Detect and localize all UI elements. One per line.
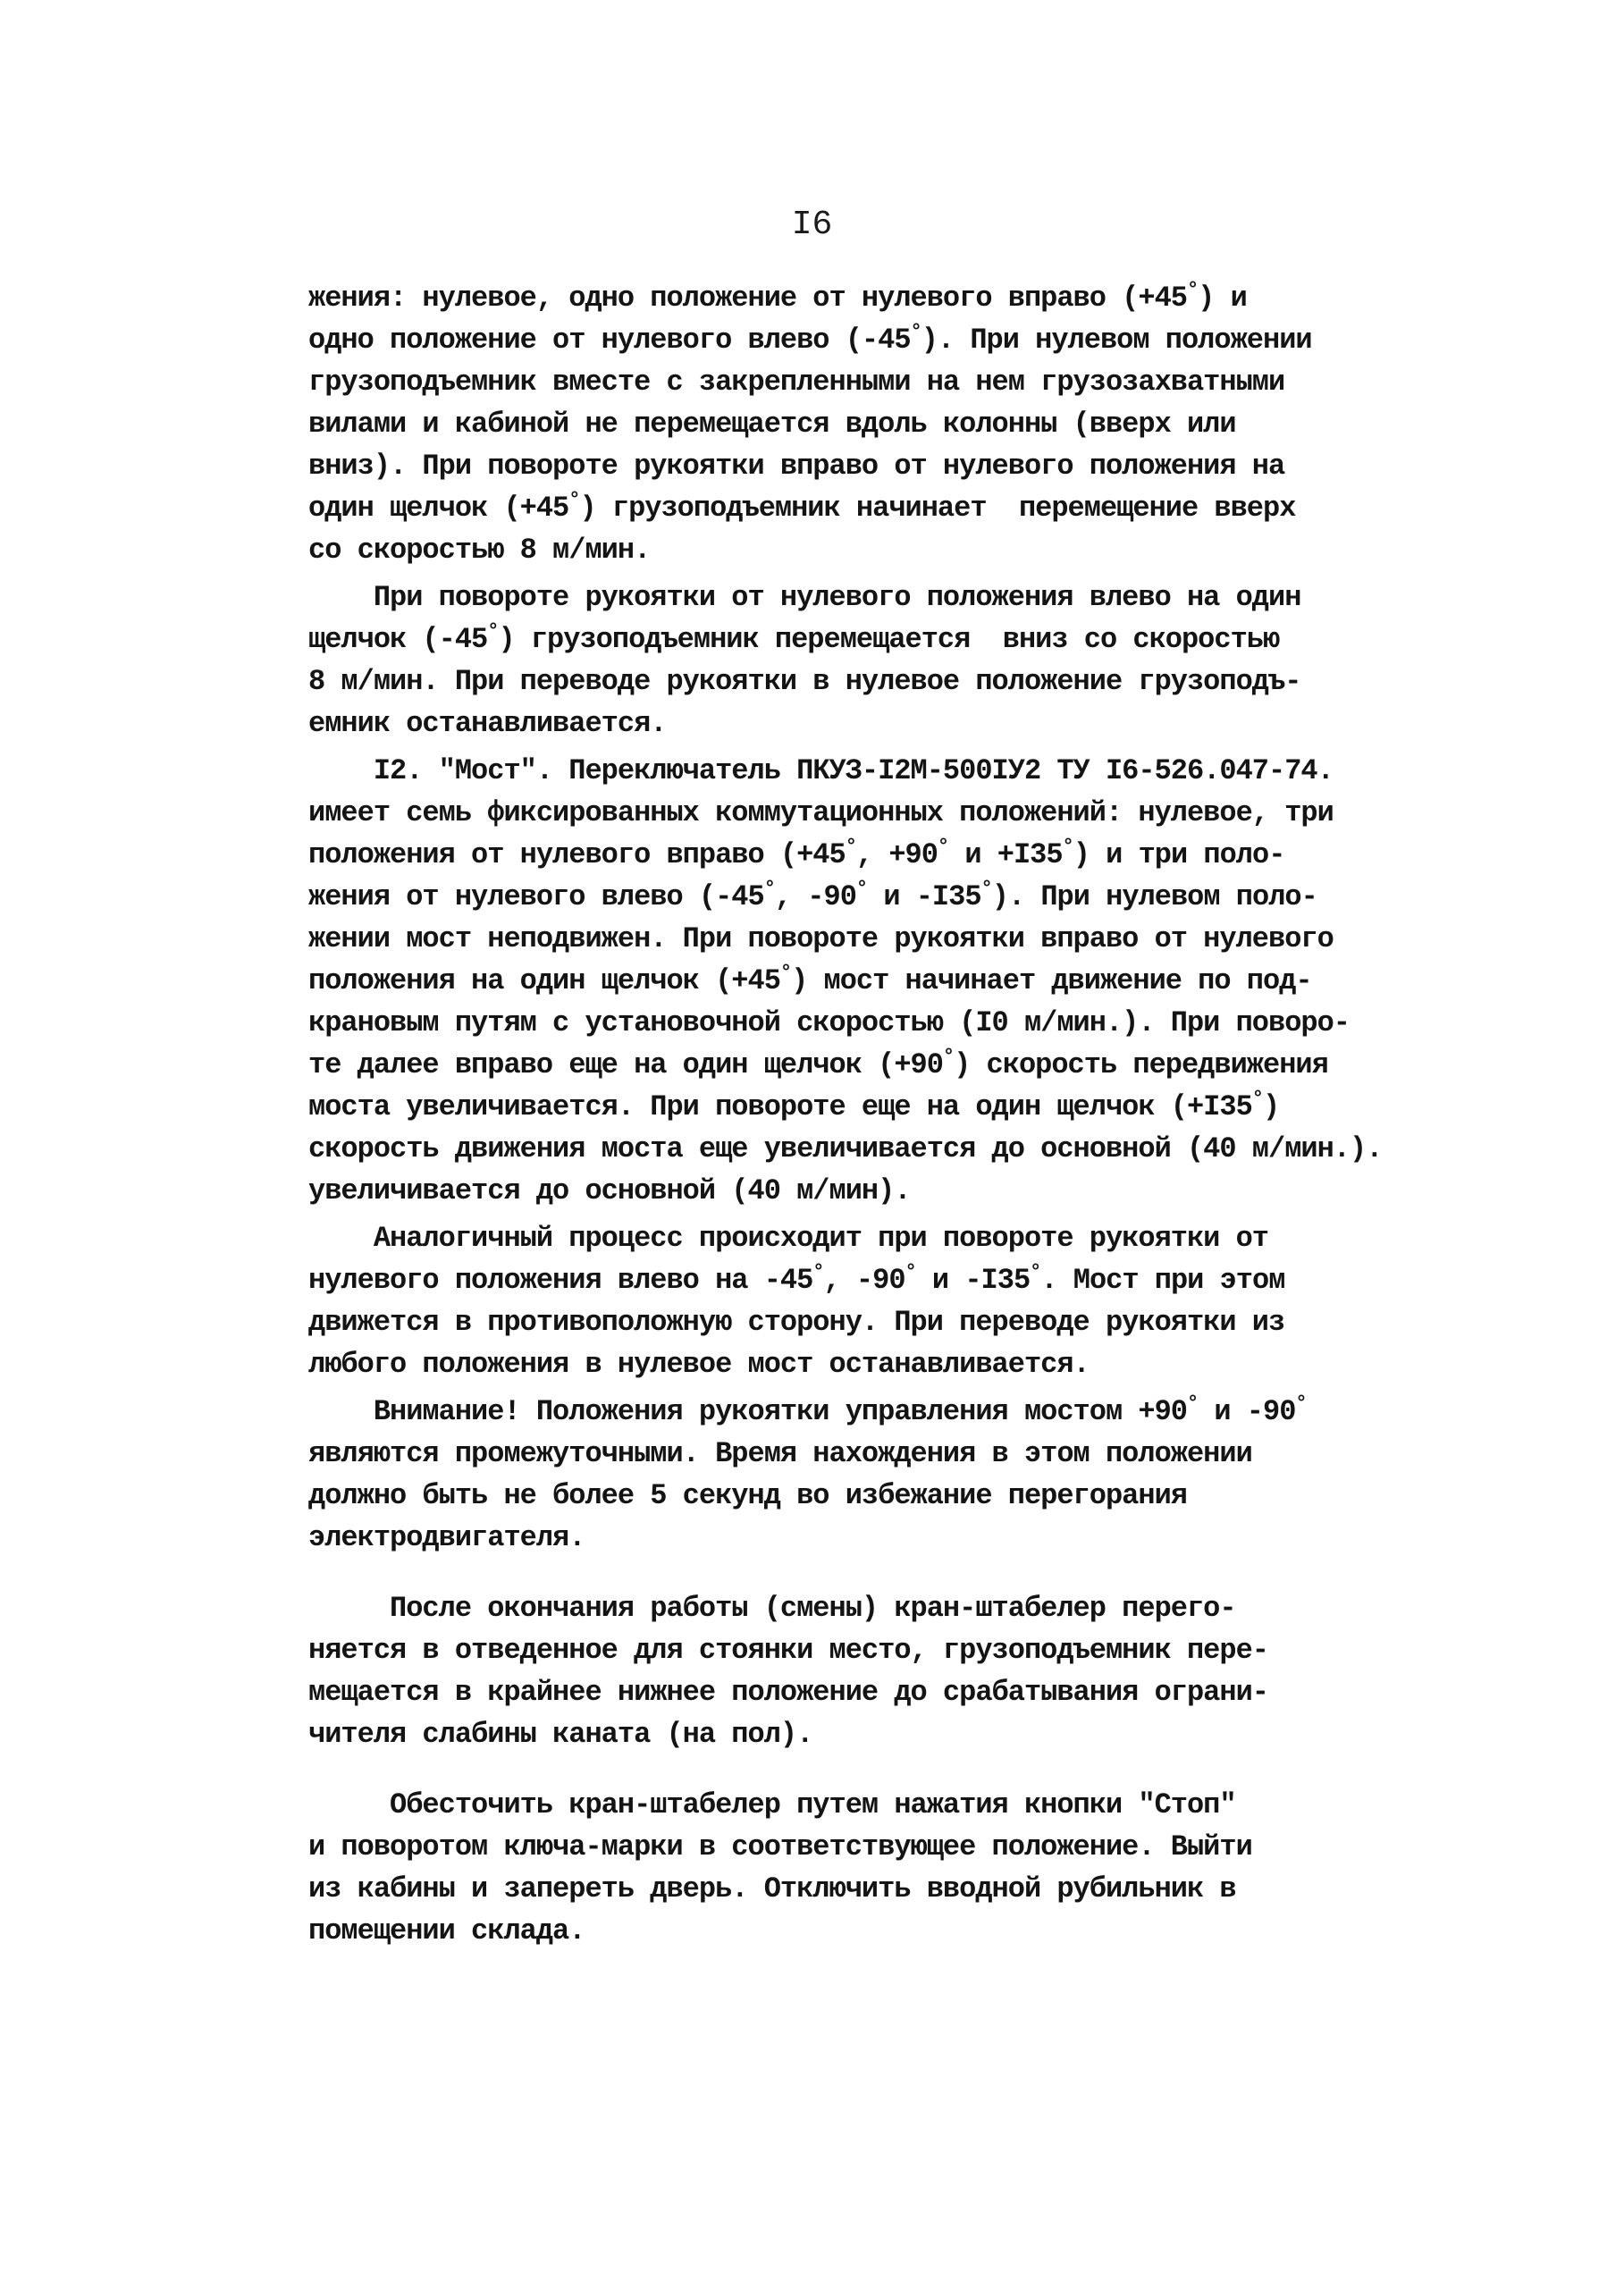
text-line: движется в противоположную сторону. При переводе рукоятки из — [308, 1306, 1285, 1339]
text-line: увеличивается до основной (40 м/мин). — [308, 1174, 911, 1207]
text-line: положения на один щелчок (+45°) мост начинает движение по под- — [308, 962, 1312, 997]
text-line: При повороте рукоятки от нулевого положения влево на один — [308, 581, 1301, 614]
text-line: со скоростью 8 м/мин. — [308, 534, 651, 567]
text-line: имеет семь фиксированных коммутационных положений: нулевое, три — [308, 796, 1334, 829]
degree-mark: ° — [910, 321, 921, 343]
text-line: щелчок (-45°) грузоподъемник перемещается вниз со скоростью — [308, 620, 1280, 656]
text-line: должно быть не более 5 секунд во избежание перегорания — [308, 1479, 1187, 1512]
degree-mark: ° — [812, 1261, 824, 1283]
paragraph — [308, 750, 1497, 1212]
text-line: вилами и кабиной не перемещается вдоль колонны (вверх или — [308, 408, 1236, 441]
degree-mark: ° — [937, 836, 949, 858]
text-line: Внимание! Положения рукоятки управления мостом +90° и -90° — [308, 1392, 1307, 1428]
paragraph — [308, 1217, 1497, 1385]
text-line: нулевого положения влево на -45°, -90° и -I35°. Мост при этом — [308, 1261, 1285, 1297]
degree-mark: ° — [779, 962, 792, 984]
text-line: После окончания работы (смены) кран-штабелер перего- — [308, 1592, 1236, 1625]
text-line: скорость движения моста еще увеличивается до основной (40 м/мин.). — [308, 1132, 1383, 1165]
text-line: моста увеличивается. При повороте еще на один щелчок (+I35°) — [308, 1088, 1280, 1123]
text-line: грузоподъемник вместе с закрепленными на нем грузозахватными — [308, 366, 1285, 399]
paragraph — [308, 1391, 1497, 1559]
text-line: один щелчок (+45°) грузоподъемник начинает перемещение вверх — [308, 489, 1296, 525]
text-line: жения: нулевое, одно положение от нулевого вправо (+45°) и — [308, 279, 1247, 315]
text-line: жения от нулевого влево (-45°, -90° и -I35°). При нулевом поло- — [308, 878, 1317, 913]
text-line: вниз). При повороте рукоятки вправо от нулевого положения на — [308, 450, 1285, 483]
degree-mark: ° — [1186, 1392, 1199, 1415]
paragraph — [308, 1587, 1497, 1755]
paragraph — [308, 1784, 1497, 1952]
degree-mark: ° — [1030, 1261, 1041, 1283]
text-line: 8 м/мин. При переводе рукоятки в нулевое положение грузоподъ- — [308, 665, 1301, 698]
text-line: I2. "Мост". Переключатель ПКУЗ-I2М-500IУ2 ТУ I6-526.047-74. — [308, 754, 1334, 787]
text-line: положения от нулевого вправо (+45°, +90° и +I35°) и три поло- — [308, 836, 1285, 871]
text-line: помещении склада. — [308, 1914, 585, 1947]
degree-mark: ° — [855, 878, 868, 900]
document-body — [308, 277, 1497, 1952]
text-line: емник останавливается. — [308, 707, 667, 740]
text-line: чителя слабины каната (на пол). — [308, 1718, 813, 1751]
degree-mark: ° — [1251, 1088, 1263, 1110]
degree-mark: ° — [1295, 1392, 1307, 1415]
degree-mark: ° — [845, 836, 856, 858]
text-line: жении мост неподвижен. При повороте рукоятки вправо от нулевого — [308, 922, 1334, 955]
degree-mark: ° — [763, 878, 775, 900]
paragraph — [308, 576, 1497, 744]
text-line: крановым путям с установочной скоростью (I0 м/мин.). При поворо- — [308, 1006, 1350, 1039]
degree-mark: ° — [905, 1261, 916, 1283]
text-line: няется в отведенное для стоянки место, грузоподъемник пере- — [308, 1634, 1268, 1667]
degree-mark: ° — [487, 620, 499, 643]
degree-mark: ° — [1186, 279, 1199, 301]
degree-mark: ° — [568, 489, 580, 511]
text-line: и поворотом ключа-марки в соответствующее положение. Выйти — [308, 1830, 1252, 1863]
text-line: мещается в крайнее нижнее положение до срабатывания ограни- — [308, 1676, 1268, 1709]
text-line: одно положение от нулевого влево (-45°). При нулевом положении — [308, 321, 1312, 357]
degree-mark: ° — [1062, 836, 1073, 858]
text-line: те далее вправо еще на один щелчок (+90°) скорость передвижения — [308, 1046, 1328, 1081]
text-line: Аналогичный процесс происходит при повороте рукоятки от — [308, 1222, 1268, 1255]
text-line: являются промежуточными. Время нахождения в этом положении — [308, 1437, 1252, 1470]
degree-mark: ° — [980, 878, 992, 900]
degree-mark: ° — [942, 1046, 955, 1068]
text-line: любого положения в нулевое мост останавливается. — [308, 1348, 1090, 1381]
paragraph — [308, 277, 1497, 571]
text-line: из кабины и запереть дверь. Отключить вводной рубильник в — [308, 1872, 1236, 1905]
text-line: Обесточить кран-штабелер путем нажатия кнопки "Стоп" — [308, 1788, 1236, 1821]
page-number: I6 — [791, 206, 833, 244]
text-line: электродвигателя. — [308, 1521, 585, 1554]
